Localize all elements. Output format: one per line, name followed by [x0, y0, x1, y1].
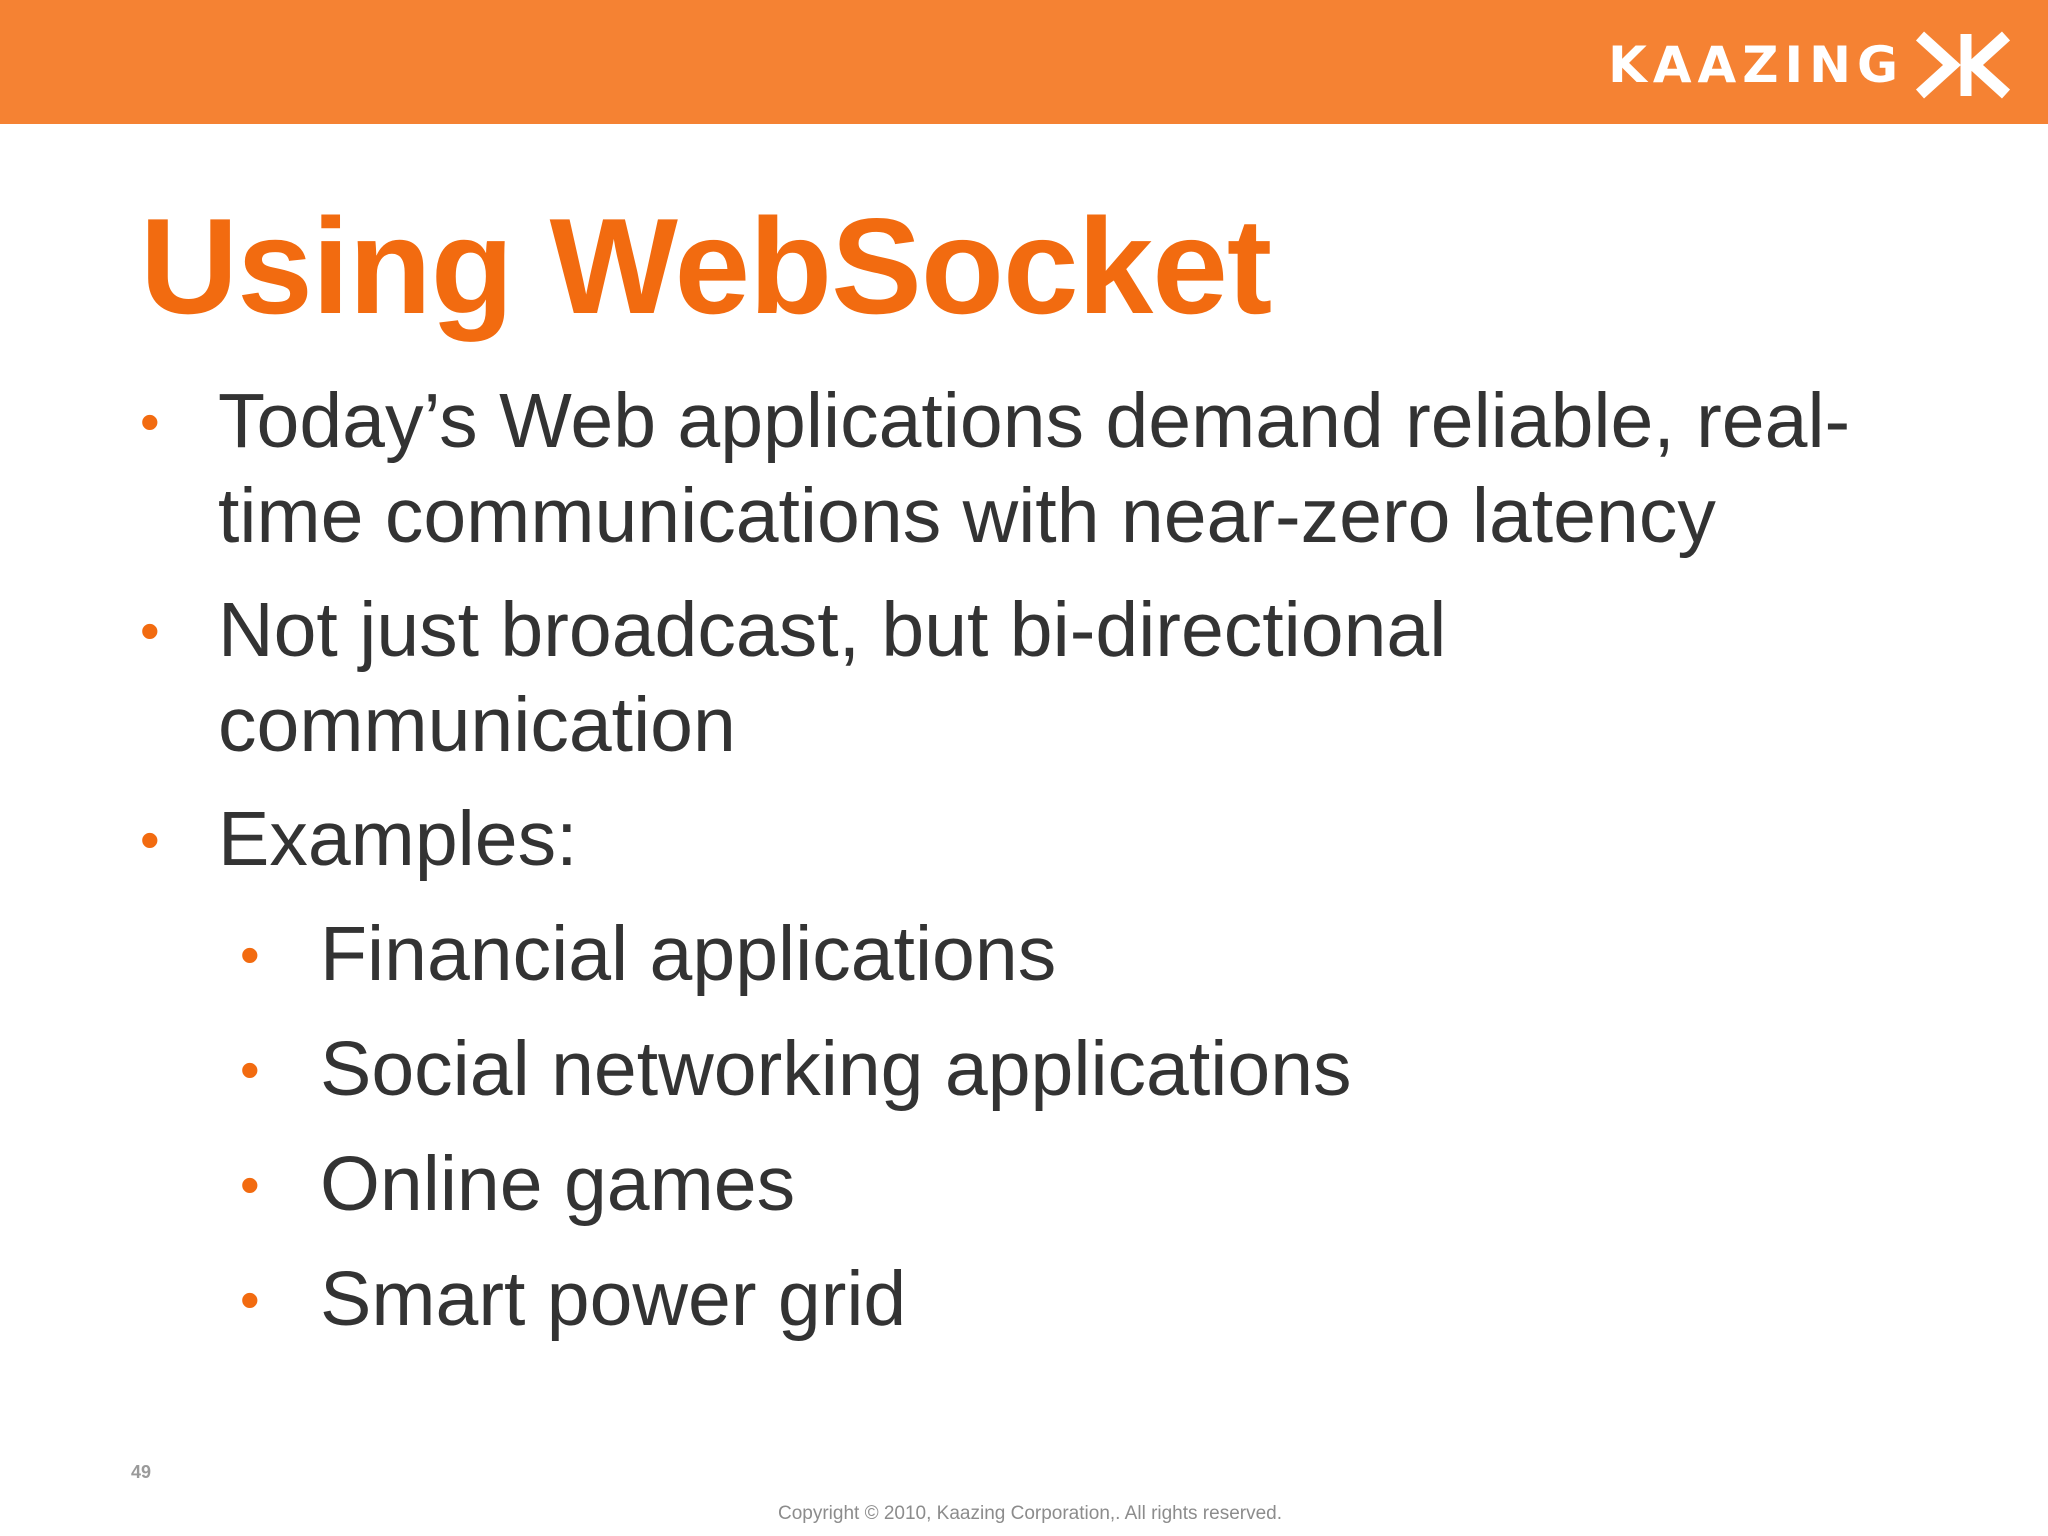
kaazing-k-icon	[1914, 30, 2010, 100]
bullet-dot: •	[240, 923, 260, 986]
bullet-text: communication	[218, 682, 736, 768]
bullet-dot: •	[240, 1153, 260, 1216]
kaazing-logo	[1608, 30, 2010, 100]
bullet-continuation	[218, 678, 736, 773]
slide-title: Using WebSocket	[140, 190, 1272, 342]
bullet-dot: •	[240, 1038, 260, 1101]
header-bar	[0, 0, 2048, 124]
page-number: 49	[131, 1462, 152, 1482]
sub-bullet-item	[240, 1137, 796, 1232]
sub-bullet-text: Smart power grid	[320, 1256, 907, 1342]
logo-text: KAAZING	[1608, 36, 1904, 94]
sub-bullet-item	[240, 1022, 1352, 1117]
copyright-notice: Copyright © 2010, Kaazing Corporation,. All rights reserved.	[777, 1503, 1283, 1524]
sub-bullet-text: Online games	[320, 1141, 796, 1227]
bullet-continuation	[218, 469, 1716, 564]
sub-bullet-text: Social networking applications	[320, 1026, 1352, 1112]
bullet-text: Examples:	[218, 796, 578, 882]
bullet-dot: •	[140, 808, 160, 871]
bullet-text: Today’s Web applications demand reliable, real-	[218, 378, 1851, 464]
bullet-dot: •	[140, 599, 160, 662]
bullet-item	[140, 792, 578, 887]
bullet-dot: •	[240, 1268, 260, 1331]
bullet-dot: •	[140, 390, 160, 453]
bullet-item	[140, 374, 1851, 469]
sub-bullet-item	[240, 907, 1057, 1002]
sub-bullet-item	[240, 1252, 907, 1347]
bullet-text: time communications with near-zero latency	[218, 473, 1716, 559]
sub-bullet-text: Financial applications	[320, 911, 1057, 997]
bullet-item	[140, 583, 1447, 678]
bullet-text: Not just broadcast, but bi-directional	[218, 587, 1447, 673]
